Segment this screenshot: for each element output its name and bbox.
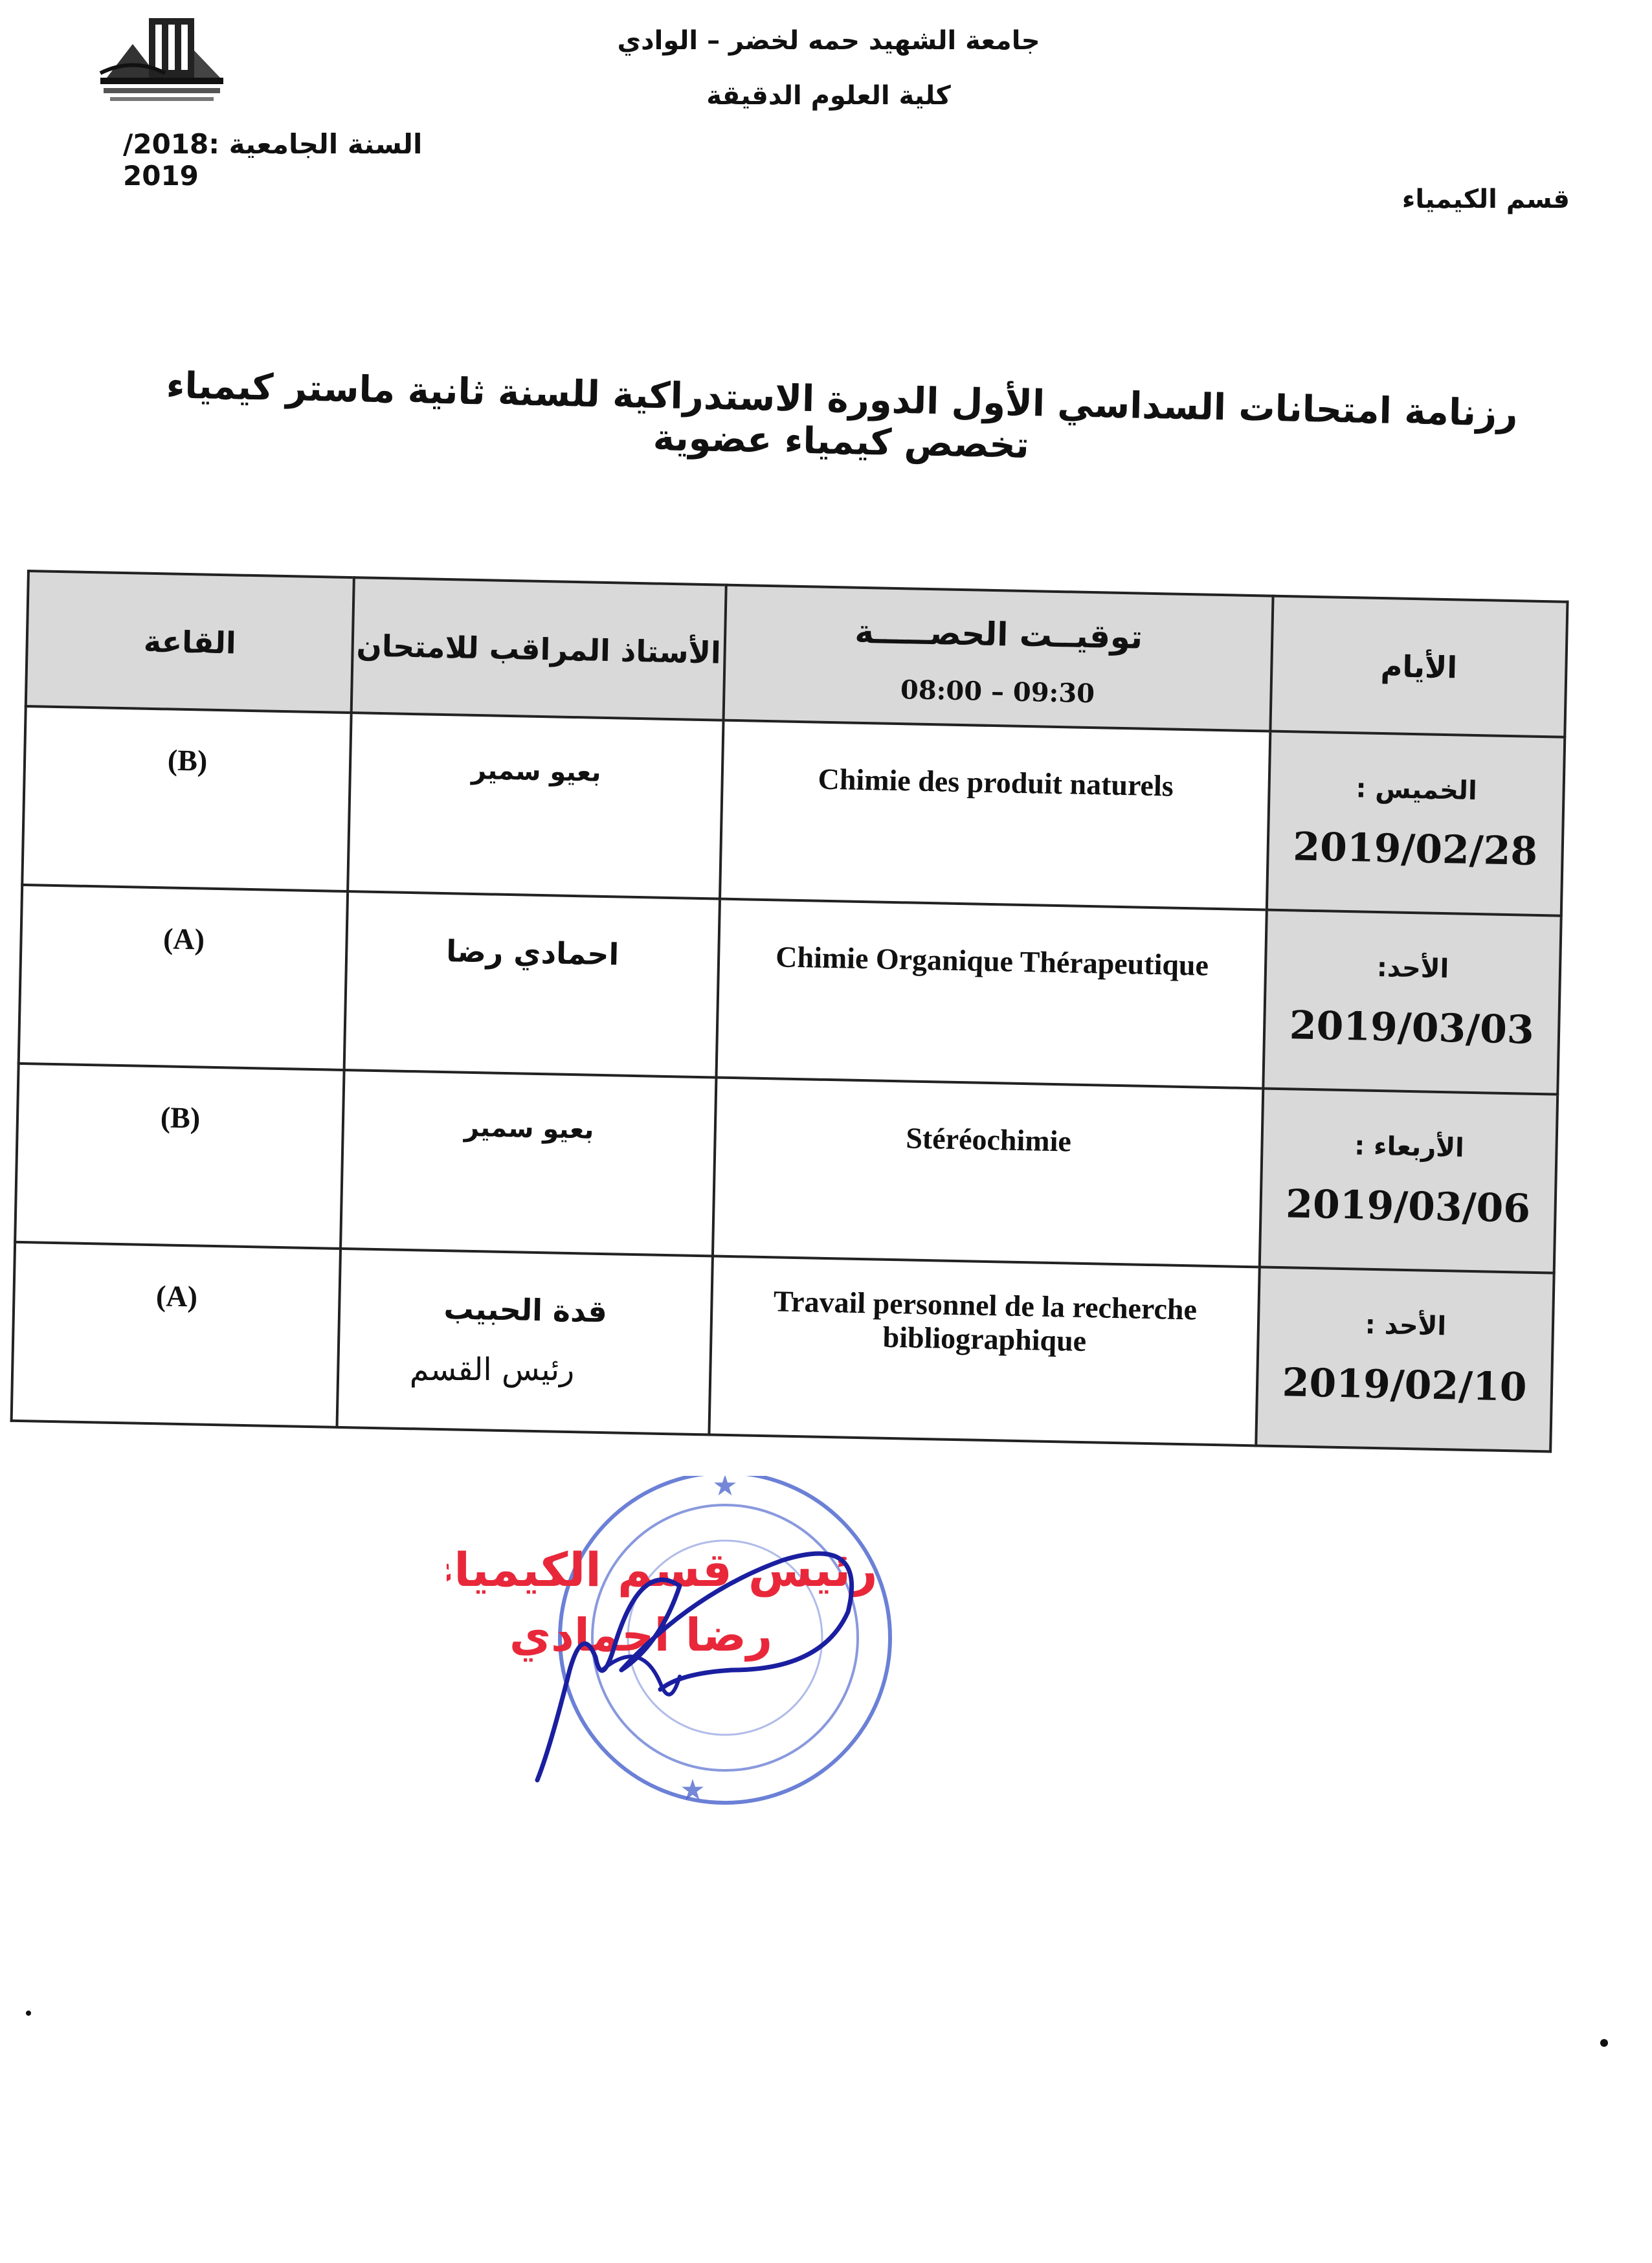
room-cell: (A) — [12, 1242, 340, 1427]
university-name: جامعة الشهيد حمه لخضر – الوادي — [617, 26, 1040, 56]
exam-schedule-table — [10, 570, 1567, 1453]
day-cell: الأحد : 2019/02/10 — [1256, 1267, 1554, 1451]
header-session-time: توقيــت الحصـــــة 08:00 – 09:30 — [724, 585, 1273, 731]
table-row — [19, 885, 1561, 1095]
header-days: الأيام — [1270, 596, 1567, 737]
svg-text:★: ★ — [712, 1476, 738, 1502]
day-cell: الأربعاء : 2019/03/06 — [1260, 1088, 1557, 1273]
room-cell: (B) — [15, 1064, 344, 1249]
stamp-title: رئيس قسم الكيمياء — [447, 1543, 878, 1597]
room-cell: (A) — [19, 885, 348, 1070]
header-proctor: الأستاذ المراقب للامتحان — [352, 577, 726, 720]
proctor-cell: بعيو سمير — [340, 1070, 716, 1256]
academic-year: السنة الجامعية :2018/ 2019 — [123, 128, 423, 192]
department-head-label: رئيس القسم — [409, 1352, 575, 1388]
table-row — [12, 1242, 1554, 1452]
subject-cell: Chimie des produit naturels — [720, 720, 1270, 910]
proctor-cell: احمادي رضا — [344, 891, 720, 1077]
faculty-name: كلية العلوم الدقيقة — [706, 81, 951, 111]
department-name: قسم الكيمياء — [1401, 184, 1570, 214]
subject-cell: Travail personnel de la recherche bibliographique — [709, 1256, 1259, 1445]
svg-text:★: ★ — [680, 1774, 706, 1807]
day-cell: الخميس : 2019/02/28 — [1267, 731, 1565, 916]
official-stamp — [447, 1476, 900, 1812]
room-cell: (B) — [22, 706, 351, 891]
university-logo — [87, 5, 236, 109]
header-room: القاعة — [26, 571, 354, 713]
day-cell: الأحد: 2019/03/03 — [1263, 910, 1561, 1095]
table-row — [15, 1064, 1557, 1273]
stamp-name: رضا احمادي — [509, 1609, 773, 1662]
scan-speck — [1600, 2039, 1608, 2047]
document-title: رزنامة امتحانات السداسي الأول الدورة الاستدراكية للسنة ثانية ماستر كيمياء تخصص كيمياء عضوية — [166, 364, 1519, 467]
scan-speck — [26, 2011, 31, 2016]
stamp-seal-icon — [447, 1476, 900, 1812]
time-range: 08:00 – 09:30 — [900, 674, 1095, 709]
table-row — [22, 706, 1565, 916]
proctor-cell: بعيو سمير — [348, 713, 723, 898]
subject-cell: Chimie Organique Thérapeutique — [716, 899, 1266, 1089]
subject-cell: Stéréochimie — [713, 1078, 1263, 1267]
proctor-cell: قدة الحبيب — [337, 1249, 713, 1434]
